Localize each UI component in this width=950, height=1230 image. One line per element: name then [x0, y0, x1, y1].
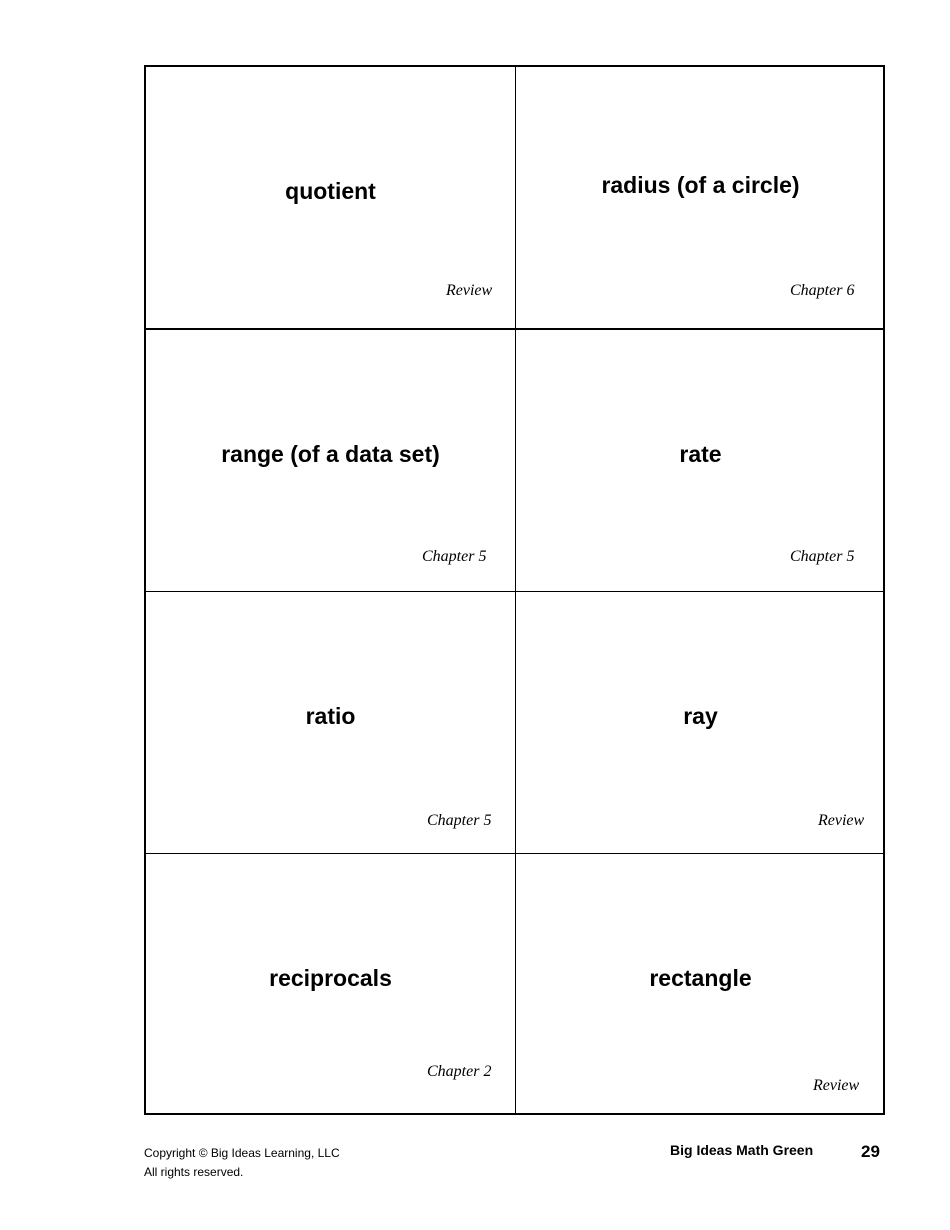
card-radius	[516, 67, 885, 328]
card-chapter: Review	[818, 812, 865, 829]
card-chapter: Chapter 5	[422, 548, 487, 565]
card-chapter: Chapter 6	[790, 282, 855, 299]
book-title: Big Ideas Math Green	[670, 1142, 814, 1158]
card-rate	[516, 330, 885, 591]
card-quotient	[146, 67, 515, 328]
card-chapter: Review	[813, 1077, 860, 1094]
rights-line: All rights reserved.	[144, 1165, 244, 1179]
copyright-notice	[144, 1144, 340, 1182]
card-term: rectangle	[649, 965, 752, 991]
card-reciprocals	[146, 854, 515, 1115]
flashcard-grid	[144, 65, 885, 1115]
card-chapter: Chapter 5	[427, 812, 492, 829]
card-term: ray	[683, 703, 718, 729]
copyright-line: Copyright © Big Ideas Learning, LLC	[144, 1146, 340, 1160]
card-term: ratio	[305, 703, 356, 729]
card-ratio	[146, 592, 515, 853]
card-term: rate	[679, 441, 722, 467]
card-chapter: Chapter 2	[427, 1063, 492, 1080]
card-rectangle	[516, 854, 885, 1115]
card-ray	[516, 592, 885, 853]
card-term: quotient	[285, 178, 376, 204]
page-number: 29	[861, 1142, 880, 1161]
card-term: range (of a data set)	[221, 441, 440, 467]
card-chapter: Chapter 5	[790, 548, 855, 565]
card-range	[146, 330, 515, 591]
card-term: radius (of a circle)	[601, 172, 800, 198]
card-chapter: Review	[446, 282, 493, 299]
card-term: reciprocals	[269, 965, 392, 991]
